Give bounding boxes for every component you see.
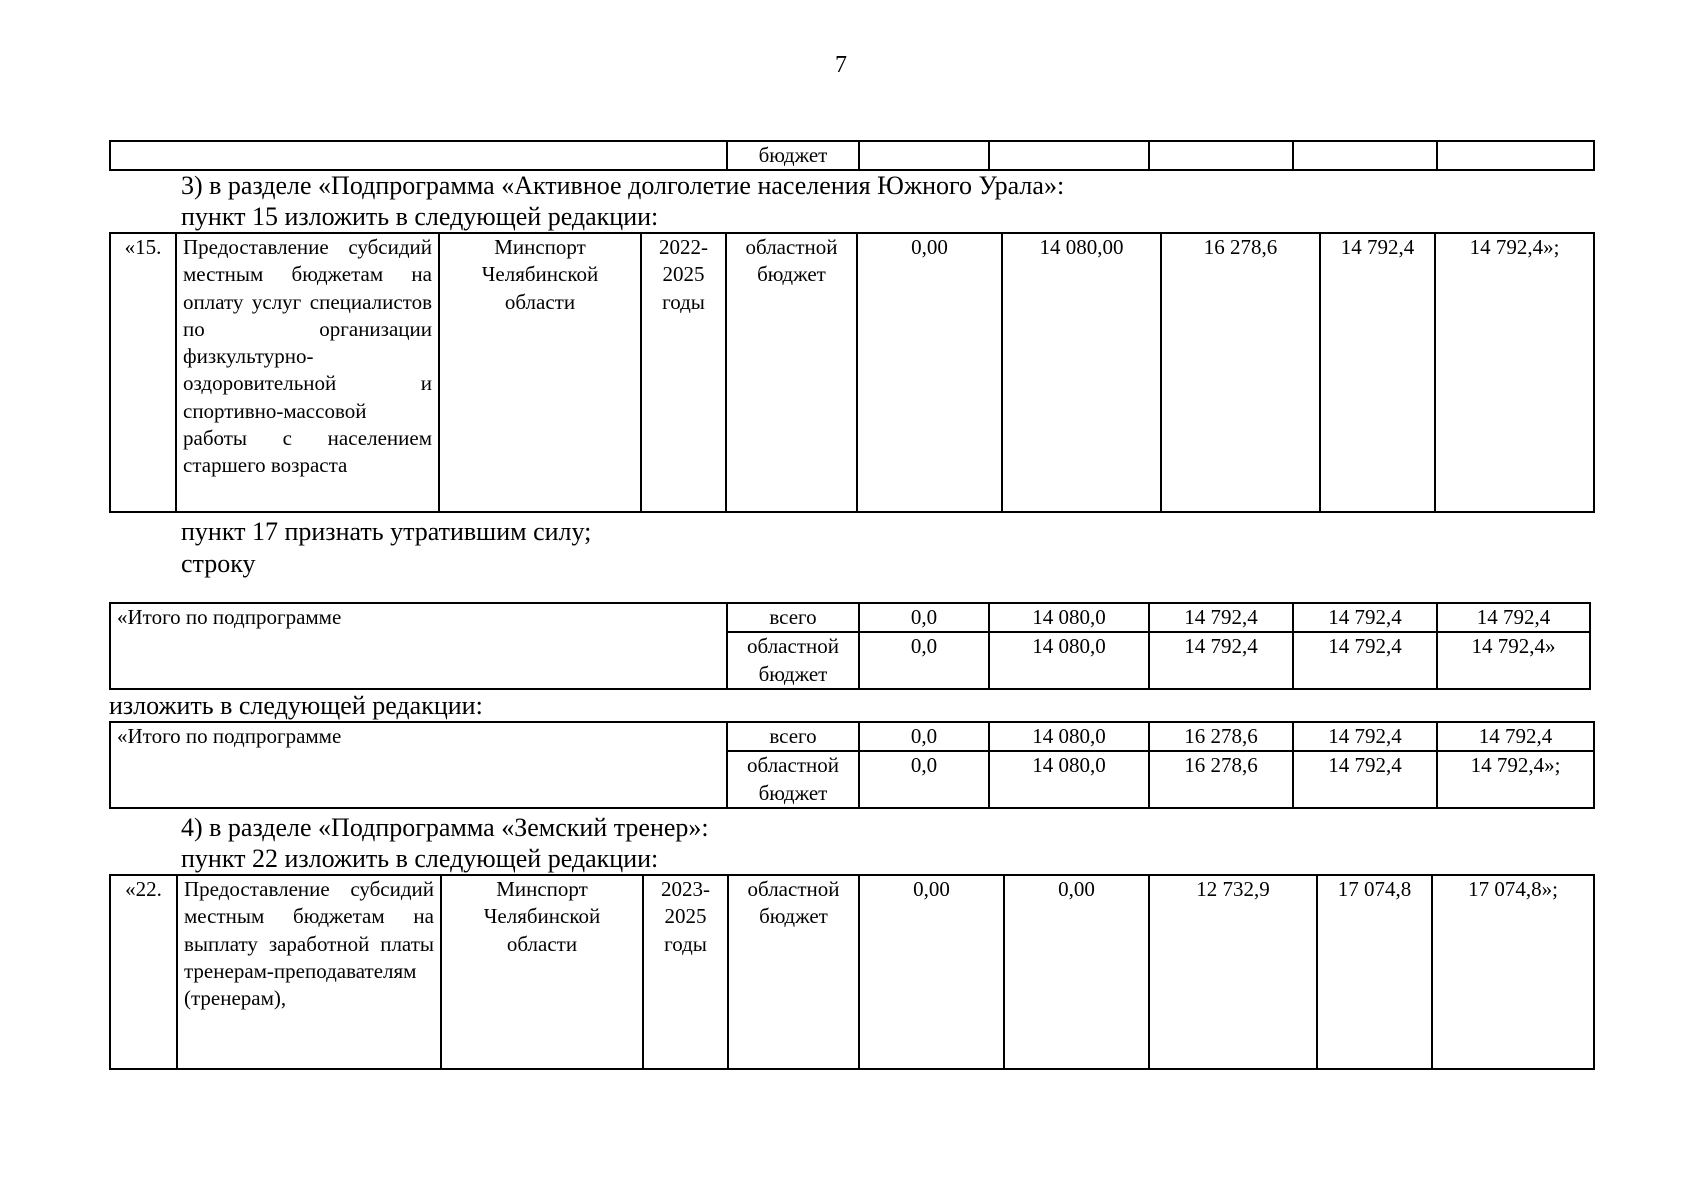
empty-cell <box>110 141 727 170</box>
value-cell: 0,0 <box>859 722 989 751</box>
empty-cell <box>859 141 989 170</box>
value-cell: 14 792,4» <box>1437 632 1590 689</box>
empty-cell <box>1293 141 1437 170</box>
page-number: 7 <box>835 52 847 78</box>
value-cell: 0,0 <box>859 751 989 808</box>
total-label-cell: «Итого по подпрограмме <box>110 603 727 689</box>
table-row <box>110 722 1594 751</box>
table-row <box>110 141 1594 170</box>
name-cell: Предоставление субсидий местным бюджетам на оплату услуг специалистов по организации физкультурно-оздоровительной и спортивно-массовой работы с населением старшего возраста <box>176 233 439 512</box>
source-cell: бюджет <box>727 141 859 170</box>
row-word: строку <box>181 549 256 578</box>
value-cell: 0,0 <box>859 632 989 689</box>
value-cell: 16 278,6 <box>1149 751 1293 808</box>
section4-heading: 4) в разделе «Подпрограмма «Земский тренер»: <box>181 813 709 842</box>
value-cell: 14 080,0 <box>989 603 1149 632</box>
value-cell: 14 792,4 <box>1293 603 1437 632</box>
value-cell: 0,00 <box>859 875 1004 1069</box>
value-cell: 14 792,4 <box>1293 751 1437 808</box>
new-intro: изложить в следующей редакции: <box>109 691 483 720</box>
value-cell: 0,00 <box>1004 875 1149 1069</box>
value-cell: 14 080,0 <box>989 632 1149 689</box>
num-cell: «15. <box>110 233 176 512</box>
table-old-total <box>109 602 1591 690</box>
value-cell: 0,0 <box>859 603 989 632</box>
executor-cell: Минспорт Челябинской области <box>441 875 643 1069</box>
period-cell: 2023-2025 годы <box>643 875 728 1069</box>
value-cell: 14 080,0 <box>989 751 1149 808</box>
name-cell: Предоставление субсидий местным бюджетам на выплату заработной платы тренерам-преподавателям (тренерам), <box>177 875 441 1069</box>
value-cell: 14 792,4»; <box>1437 751 1594 808</box>
value-cell: 0,00 <box>857 233 1002 512</box>
section3-heading: 3) в разделе «Подпрограмма «Активное долголетие населения Южного Урала»: <box>181 171 1065 200</box>
value-cell: 14 792,4 <box>1293 722 1437 751</box>
value-cell: 14 080,0 <box>989 722 1149 751</box>
value-cell: 14 792,4»; <box>1435 233 1594 512</box>
empty-cell <box>1149 141 1293 170</box>
value-cell: 16 278,6 <box>1161 233 1320 512</box>
table-row <box>110 233 1594 512</box>
executor-cell: Минспорт Челябинской области <box>439 233 641 512</box>
value-cell: 14 792,4 <box>1293 632 1437 689</box>
value-cell: 14 080,00 <box>1002 233 1161 512</box>
table-point-22 <box>109 874 1595 1070</box>
source-cell: всего <box>727 722 859 751</box>
point22-intro: пункт 22 изложить в следующей редакции: <box>181 844 659 873</box>
point15-intro: пункт 15 изложить в следующей редакции: <box>181 202 659 231</box>
value-cell: 14 792,4 <box>1320 233 1435 512</box>
source-cell: областной бюджет <box>726 233 857 512</box>
table-point-15 <box>109 232 1595 513</box>
source-cell: всего <box>727 603 859 632</box>
source-cell: областной бюджет <box>728 875 859 1069</box>
value-cell: 17 074,8»; <box>1432 875 1594 1069</box>
table-fragment-top <box>109 140 1595 171</box>
value-cell: 14 792,4 <box>1437 722 1594 751</box>
value-cell: 12 732,9 <box>1149 875 1317 1069</box>
table-new-total <box>109 721 1595 809</box>
source-cell: областной бюджет <box>727 632 859 689</box>
table-row <box>110 875 1594 1069</box>
source-cell: областной бюджет <box>727 751 859 808</box>
num-cell: «22. <box>110 875 177 1069</box>
empty-cell <box>1437 141 1594 170</box>
value-cell: 16 278,6 <box>1149 722 1293 751</box>
table-row <box>110 603 1590 632</box>
period-cell: 2022-2025 годы <box>641 233 726 512</box>
value-cell: 17 074,8 <box>1317 875 1432 1069</box>
value-cell: 14 792,4 <box>1149 603 1293 632</box>
total-label-cell: «Итого по подпрограмме <box>110 722 727 808</box>
empty-cell <box>989 141 1149 170</box>
value-cell: 14 792,4 <box>1437 603 1590 632</box>
value-cell: 14 792,4 <box>1149 632 1293 689</box>
point17-text: пункт 17 признать утратившим силу; <box>181 517 592 546</box>
